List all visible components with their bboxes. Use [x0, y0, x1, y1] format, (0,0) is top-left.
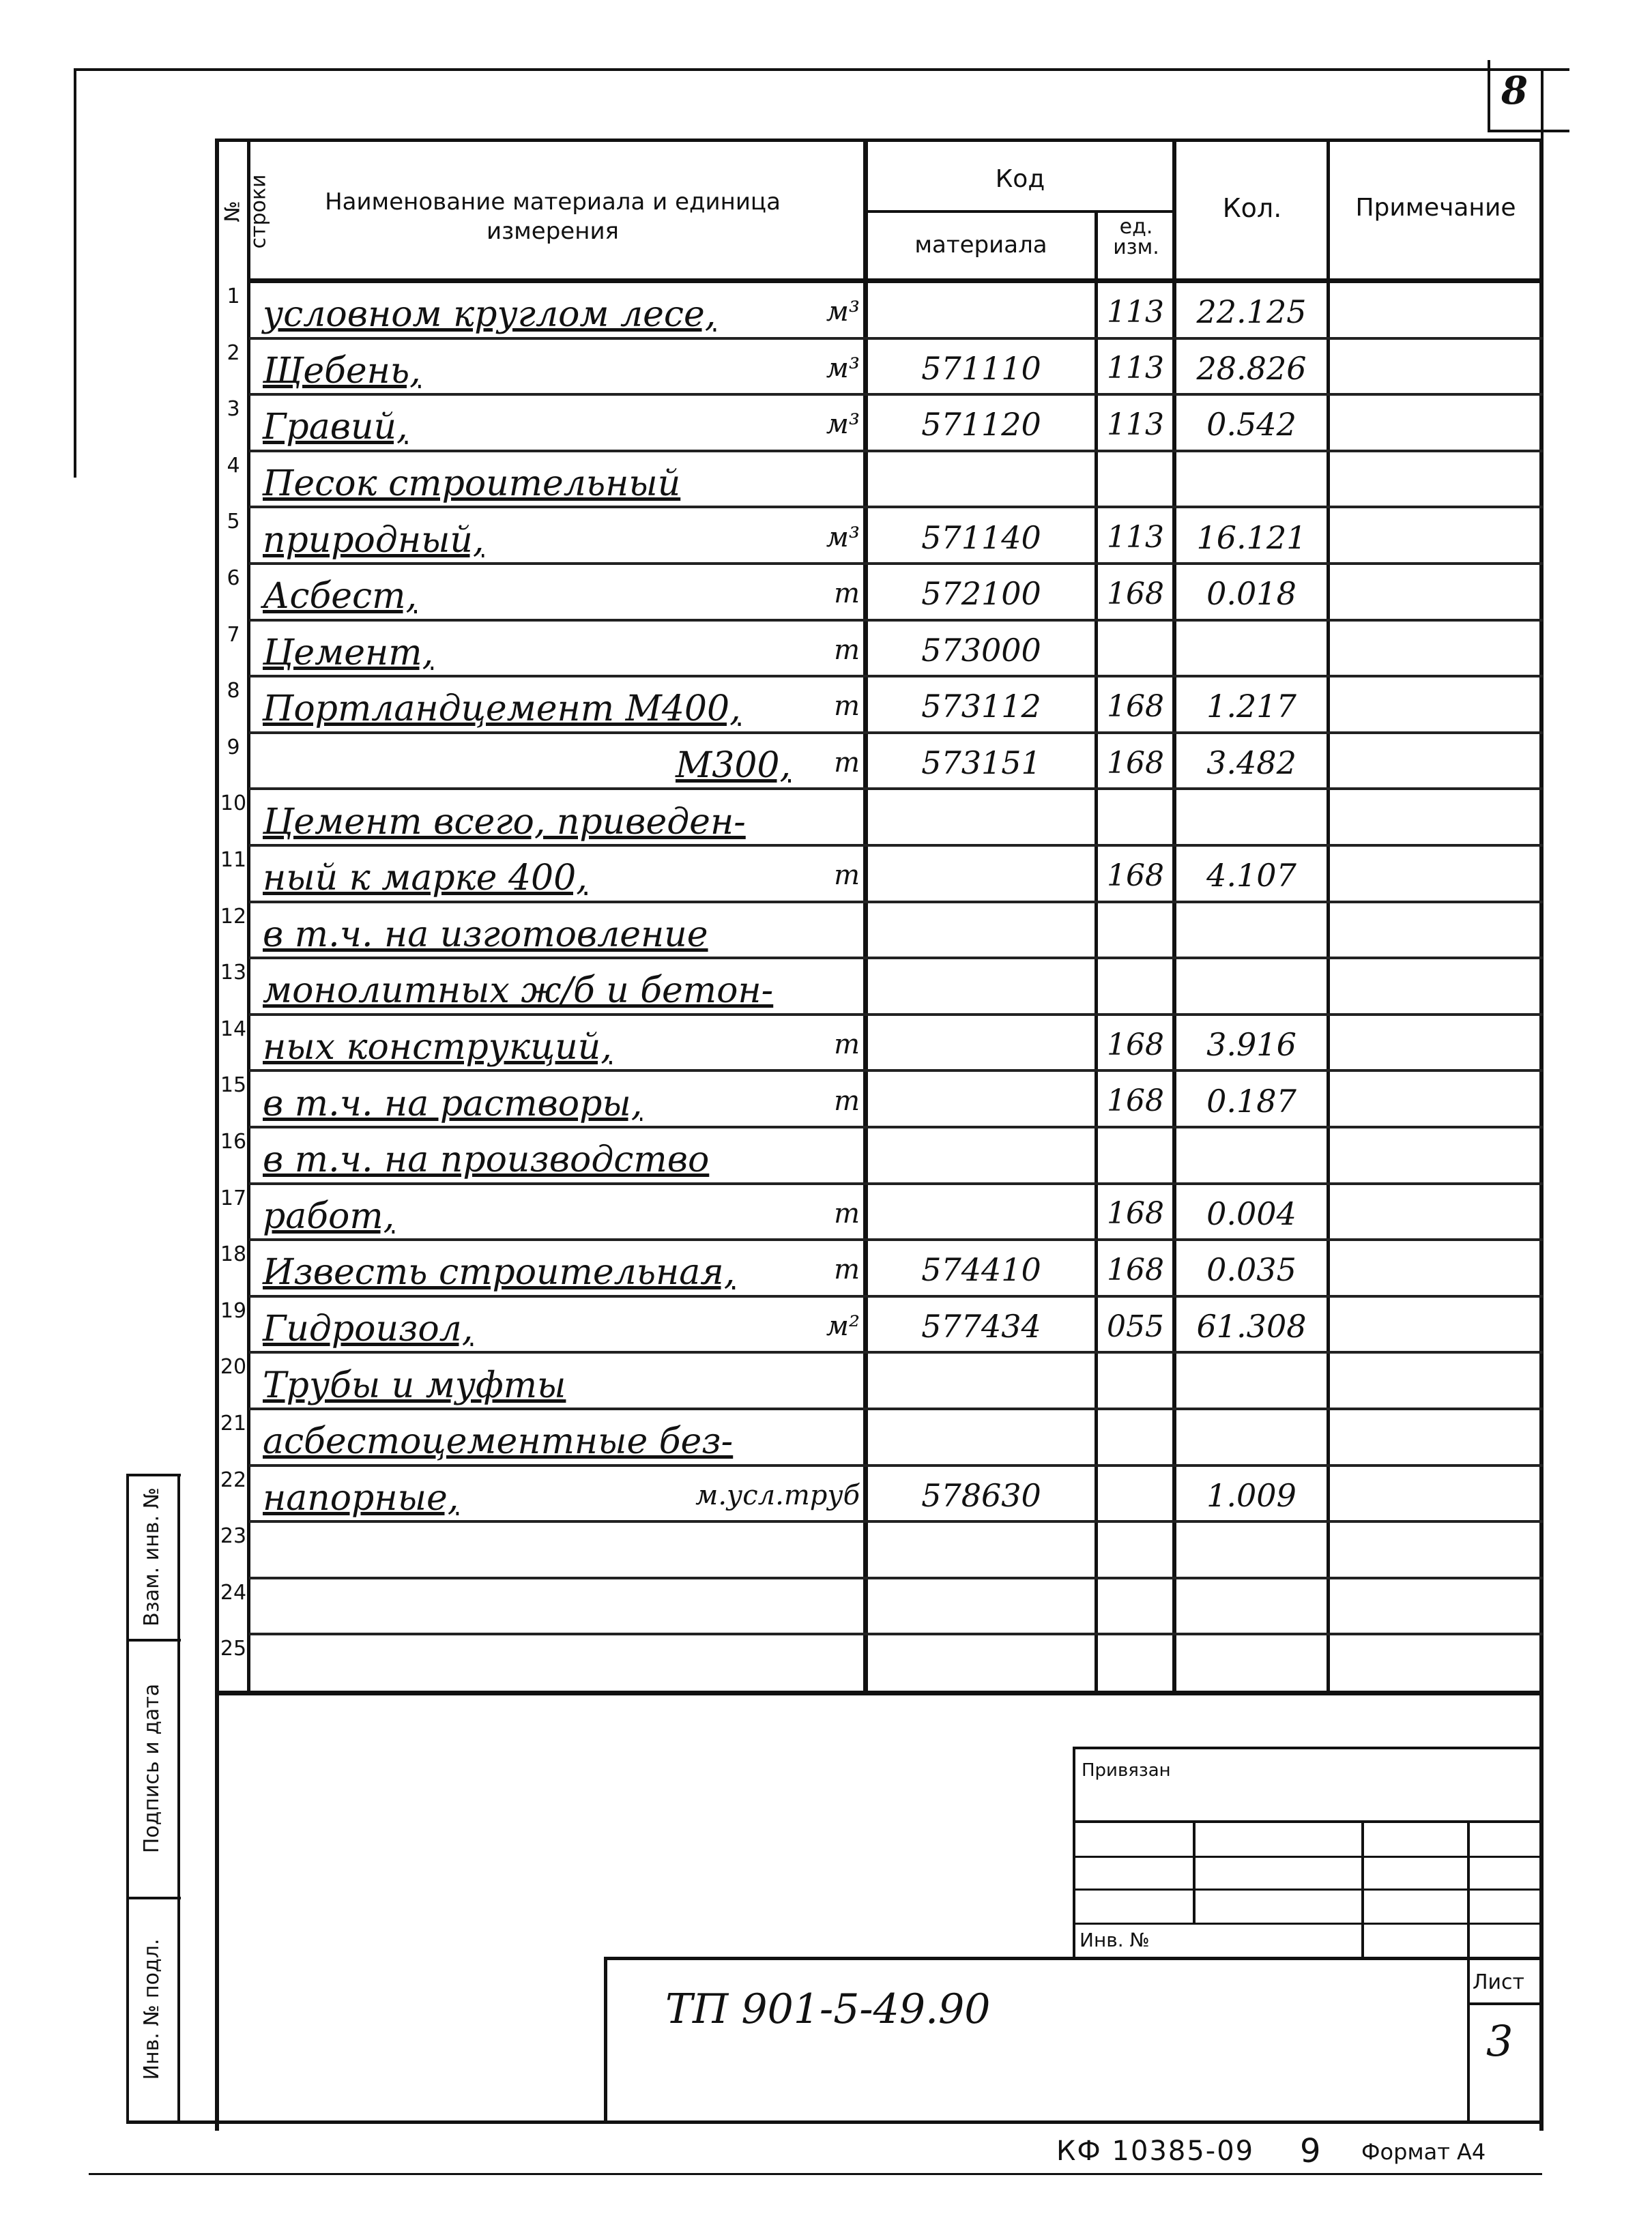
note [1331, 1303, 1539, 1350]
row-separator [249, 1633, 1543, 1635]
material-name: Цемент, [263, 632, 434, 673]
row-separator [249, 675, 1543, 677]
stamp-vsep-3 [1467, 1820, 1470, 2120]
material-name: напорные, [263, 1477, 459, 1519]
material-name: работ, [263, 1195, 395, 1237]
sheet-label: Лист [1473, 1970, 1525, 1994]
material-unit: м² [826, 1311, 860, 1343]
document-code: ТП 901-5-49.90 [665, 1985, 991, 2033]
quantity: 3.916 [1206, 1026, 1296, 1064]
note [1331, 627, 1539, 674]
material-name: в т.ч. на производство [263, 1139, 710, 1181]
material-name: ных конструкций, [263, 1027, 612, 1068]
material-name: в т.ч. на изготовление [263, 914, 708, 955]
quantity [1176, 458, 1327, 505]
note [1331, 458, 1539, 505]
material-unit: т [834, 578, 860, 610]
material-unit: т [834, 747, 860, 779]
sheet-cell-line [1467, 2002, 1542, 2005]
material-unit: т [834, 1197, 860, 1229]
note [1331, 1191, 1539, 1238]
material-name: Трубы и муфты [263, 1365, 566, 1406]
unit-code [1098, 1585, 1173, 1632]
material-code: 574410 [921, 1251, 1041, 1289]
row-number: 19 [220, 1298, 247, 1323]
header-code-material: материала [914, 231, 1047, 259]
side-label-inv-orig: Инв. № подл. [140, 1938, 164, 2080]
unit-code: 168 [1107, 1196, 1164, 1231]
row-number: 8 [227, 679, 240, 703]
material-name: Гидроизол, [263, 1309, 474, 1350]
row-number: 25 [220, 1637, 247, 1661]
title-block-left [604, 1957, 607, 2124]
material-code [868, 1641, 1095, 1688]
unit-code: 168 [1107, 1027, 1164, 1062]
header-code: Код [995, 165, 1045, 193]
row-number: 22 [220, 1468, 247, 1492]
material-code [868, 1191, 1095, 1238]
header-name: Наименование материала и единица измерения [325, 188, 781, 245]
note [1331, 1641, 1539, 1688]
stamp-bound-label: Привязан [1082, 1760, 1171, 1781]
material-name: Известь строительная, [263, 1252, 736, 1294]
material-code [868, 289, 1095, 336]
row-number: 13 [220, 961, 247, 985]
note [1331, 852, 1539, 899]
unit-code: 168 [1107, 688, 1164, 724]
unit-code: 113 [1107, 294, 1164, 330]
material-unit: т [834, 690, 860, 723]
material-name: Портландцемент М400, [263, 688, 741, 730]
material-code [868, 1416, 1095, 1463]
material-unit: т [834, 1085, 860, 1117]
quantity: 61.308 [1196, 1308, 1307, 1345]
note [1331, 1528, 1539, 1575]
stamp-inv-no-label: Инв. № [1079, 1929, 1150, 1951]
unit-code: 168 [1107, 1083, 1164, 1119]
quantity [1176, 909, 1327, 956]
note [1331, 1246, 1539, 1294]
bottom-outer-line [89, 2173, 1542, 2175]
quantity: 4.107 [1206, 857, 1296, 894]
header-qty: Кол. [1222, 193, 1282, 223]
material-unit [751, 965, 860, 1012]
unit-code [1098, 965, 1173, 1012]
material-unit [751, 1359, 860, 1406]
material-code [868, 1077, 1095, 1124]
unit-code: 168 [1107, 745, 1164, 781]
material-code: 572100 [921, 575, 1041, 613]
unit-code [1098, 1472, 1173, 1519]
row-number: 17 [220, 1186, 247, 1210]
material-unit: м³ [826, 521, 860, 553]
note [1331, 1359, 1539, 1406]
side-label-sign-date: Подпись и дата [140, 1683, 164, 1854]
note [1331, 1472, 1539, 1519]
material-code [868, 458, 1095, 505]
header-code-unit: ед. изм. [1113, 215, 1159, 259]
row-separator [249, 619, 1543, 622]
material-code [868, 796, 1095, 843]
side-label-inv-replace: Взам. инв. № [140, 1487, 164, 1627]
material-name: Цемент всего, приведен- [263, 801, 746, 843]
material-name: Асбест, [263, 576, 417, 617]
material-code: 571120 [921, 406, 1041, 443]
stamp-line-2 [1073, 1856, 1542, 1858]
quantity [1176, 1359, 1327, 1406]
material-name: Гравий, [263, 407, 408, 448]
note [1331, 289, 1539, 336]
stamp-box-top [1073, 1747, 1542, 1749]
header-note: Примечание [1355, 194, 1516, 222]
side-strip-right [177, 1474, 180, 2122]
quantity: 1.009 [1206, 1476, 1296, 1514]
row-number: 15 [220, 1073, 247, 1098]
quantity: 16.121 [1196, 519, 1307, 556]
material-name: Щебень, [263, 350, 421, 392]
table-right-border [1539, 138, 1544, 2131]
unit-code [1098, 1359, 1173, 1406]
material-name: монолитных ж/б и бетон- [263, 970, 774, 1012]
page-number: 8 [1501, 68, 1528, 113]
row-number: 7 [227, 622, 240, 647]
frame-top-line-2 [1488, 130, 1569, 132]
material-unit: м³ [826, 409, 860, 441]
quantity: 22.125 [1196, 293, 1307, 331]
material-code [868, 1359, 1095, 1406]
note [1331, 1416, 1539, 1463]
quantity [1176, 1416, 1327, 1463]
side-strip-bottom [126, 2120, 1542, 2124]
material-name: ный к марке 400, [263, 858, 588, 899]
unit-code: 168 [1107, 858, 1164, 893]
material-unit: м.усл.труб [695, 1479, 860, 1511]
material-code [868, 965, 1095, 1012]
note [1331, 1134, 1539, 1181]
note [1331, 796, 1539, 843]
quantity [1176, 1585, 1327, 1632]
row-separator [249, 787, 1543, 790]
unit-code [1098, 1416, 1173, 1463]
material-unit [751, 909, 860, 956]
col-sep-name [863, 138, 868, 1694]
material-unit [751, 1528, 860, 1575]
unit-code: 113 [1107, 351, 1164, 386]
row-number: 16 [220, 1130, 247, 1154]
stamp-line-1 [1073, 1820, 1542, 1823]
quantity: 3.482 [1206, 744, 1296, 782]
material-unit [751, 1416, 860, 1463]
material-unit [751, 1134, 860, 1181]
unit-code: 168 [1107, 576, 1164, 611]
row-number: 3 [227, 397, 240, 422]
note [1331, 740, 1539, 787]
material-unit: т [834, 1254, 860, 1286]
quantity: 0.187 [1206, 1082, 1296, 1120]
header-row-no: № строки [220, 174, 270, 249]
quantity: 0.004 [1206, 1195, 1296, 1232]
quantity [1176, 1528, 1327, 1575]
material-name: природный, [263, 519, 484, 561]
unit-code [1098, 458, 1173, 505]
material-code [868, 1528, 1095, 1575]
row-number: 24 [220, 1580, 247, 1605]
material-code: 577434 [921, 1308, 1041, 1345]
stamp-vsep-2 [1361, 1820, 1364, 1957]
note [1331, 683, 1539, 730]
note [1331, 1021, 1539, 1068]
stamp-line-3 [1073, 1889, 1542, 1891]
col-sep-qty [1327, 138, 1330, 1694]
quantity: 1.217 [1206, 688, 1296, 725]
stamp-line-4 [1073, 1923, 1542, 1925]
unit-code: 113 [1107, 520, 1164, 555]
code-subheader-line [863, 210, 1174, 213]
unit-code [1098, 1641, 1173, 1688]
row-number: 21 [220, 1412, 247, 1435]
row-number: 12 [220, 904, 247, 929]
frame-left-line [74, 68, 76, 478]
table-top-border [215, 138, 1543, 142]
unit-code: 055 [1107, 1309, 1164, 1344]
material-unit [751, 458, 860, 505]
row-number: 10 [220, 791, 247, 816]
unit-code [1098, 909, 1173, 956]
page-number-divider [1488, 60, 1490, 132]
quantity: 28.826 [1196, 349, 1307, 387]
unit-code [1098, 796, 1173, 843]
row-number: 5 [227, 510, 240, 534]
material-code [868, 1134, 1095, 1181]
material-unit [751, 1641, 860, 1688]
row-number: 11 [220, 848, 247, 872]
sheet-number: 3 [1486, 2016, 1513, 2066]
material-name: Песок строительный [263, 463, 681, 505]
material-code: 573112 [921, 688, 1041, 725]
note [1331, 401, 1539, 448]
frame-top-line [75, 68, 1569, 71]
material-code: 571110 [921, 349, 1041, 387]
note [1331, 909, 1539, 956]
material-unit: т [834, 860, 860, 892]
row-number: 9 [227, 735, 240, 759]
quantity [1176, 627, 1327, 674]
stamp-box-left [1073, 1747, 1075, 1958]
material-code: 573000 [921, 631, 1041, 669]
material-name: условном круглом лесе, [263, 294, 716, 336]
stamp-vsep-1 [1193, 1820, 1195, 1923]
note [1331, 514, 1539, 561]
material-code [868, 1021, 1095, 1068]
row-separator [249, 393, 1543, 396]
material-unit: т [834, 1029, 860, 1061]
row-number: 4 [227, 453, 240, 478]
row-separator [249, 450, 1543, 452]
quantity: 0.018 [1206, 575, 1296, 613]
col-sep-rowno [247, 138, 250, 1694]
row-number: 20 [220, 1355, 247, 1380]
note [1331, 1585, 1539, 1632]
material-name: М300, [676, 745, 792, 787]
material-unit: т [834, 634, 860, 666]
header-bottom-line [247, 278, 1541, 283]
quantity [1176, 1134, 1327, 1181]
material-code: 571140 [921, 519, 1041, 556]
footer-nine: 9 [1300, 2132, 1321, 2170]
row-number: 6 [227, 566, 240, 590]
material-code [868, 1585, 1095, 1632]
quantity [1176, 796, 1327, 843]
row-separator [249, 1238, 1543, 1241]
material-code [868, 909, 1095, 956]
title-block-top [604, 1957, 1542, 1960]
material-unit: м³ [826, 296, 860, 328]
note [1331, 570, 1539, 617]
quantity [1176, 1641, 1327, 1688]
footer-format: Формат А4 [1361, 2139, 1486, 2165]
material-code [868, 852, 1095, 899]
row-number: 18 [220, 1242, 247, 1267]
note [1331, 345, 1539, 392]
row-number: 23 [220, 1524, 247, 1549]
row-number: 14 [220, 1017, 247, 1041]
table-left-border [215, 138, 219, 2131]
material-unit: м³ [826, 352, 860, 384]
material-unit [751, 1585, 860, 1632]
quantity [1176, 965, 1327, 1012]
unit-code: 113 [1107, 407, 1164, 442]
unit-code [1098, 627, 1173, 674]
note [1331, 1077, 1539, 1124]
row-number: 2 [227, 340, 240, 365]
unit-code: 168 [1107, 1252, 1164, 1287]
material-name: в т.ч. на растворы, [263, 1083, 643, 1124]
side-strip-left [126, 1474, 129, 2122]
row-separator [249, 1577, 1543, 1579]
unit-code [1098, 1134, 1173, 1181]
quantity: 0.542 [1206, 406, 1296, 443]
table-bottom-line [215, 1691, 1543, 1695]
row-number: 1 [227, 285, 240, 308]
unit-code [1098, 1528, 1173, 1575]
note [1331, 965, 1539, 1012]
material-code: 573151 [921, 744, 1041, 782]
quantity: 0.035 [1206, 1251, 1296, 1289]
material-unit [751, 796, 860, 843]
material-name: асбестоцементные без- [263, 1421, 734, 1463]
material-code: 578630 [921, 1476, 1041, 1514]
footer-kf-code: КФ 10385-09 [1056, 2135, 1255, 2167]
